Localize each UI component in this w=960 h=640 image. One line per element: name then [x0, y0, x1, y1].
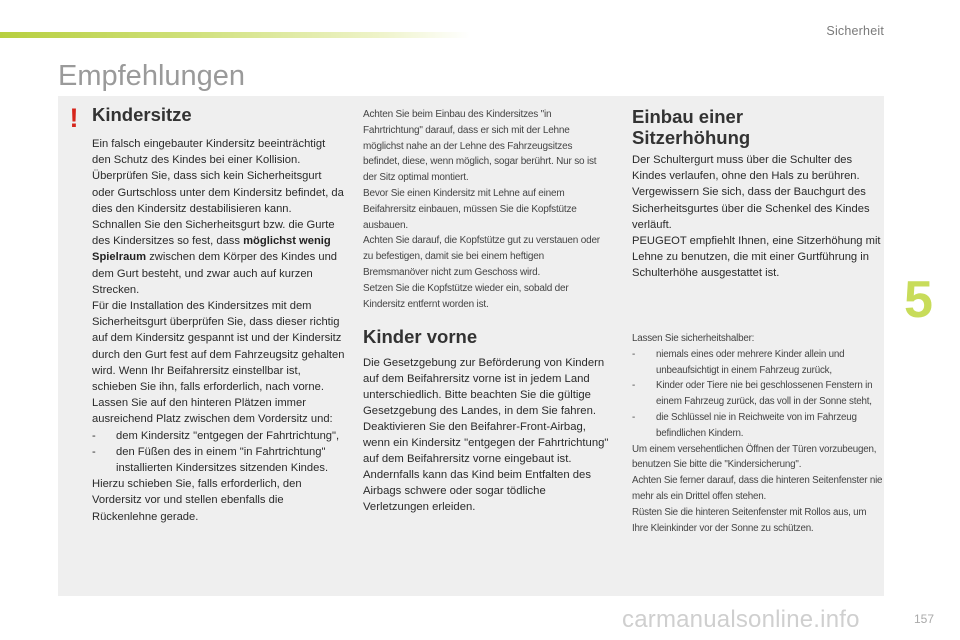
paragraph: Die Gesetzgebung zur Beförderung von Kindern auf dem Beifahrersitz vorne ist in jedem Land unterschiedlich. Bitte beachten Sie die gültige Gesetzgebung des Landes, in dem Sie fahren.	[363, 357, 605, 417]
list-item: - niemals eines oder mehrere Kinder allein und unbeaufsichtigt in einem Fahrzeug zurück,	[632, 348, 845, 376]
paragraph: Ein falsch eingebauter Kindersitz beeinträchtigt den Schutz des Kindes bei einer Kollision.	[92, 138, 326, 167]
paragraph: Um einem versehentlichen Öffnen der Türen vorzubeugen, benutzen Sie bitte die "Kindersicherung".	[632, 443, 877, 471]
paragraph: Überprüfen Sie, dass sich kein Sicherheitsgurt oder Gurtschloss unter dem Kindersitz befindet, da dies den Kindersitz destabilisieren kann.	[92, 170, 344, 215]
list-item: - den Füßen des in einem "in Fahrtrichtung" installierten Kindersitzes sitzenden Kindes.	[92, 445, 329, 475]
emphasis: möglichst wenig Spielraum	[92, 235, 331, 264]
paragraph: Achten Sie beim Einbau des Kindersitzes "in Fahrtrichtung" darauf, dass er sich mit der Lehne möglichst nahe an der Lehne des Fahrzeugsitzes befindet, diese, wenn möglich, sogar berührt. Nur so ist der Sitz optimal montiert.	[363, 109, 597, 184]
paragraph: Schnallen Sie den Sicherheitsgurt bzw. die Gurte des Kindersitzes so fest, dass möglichst wenig Spielraum zwischen dem Körper des Kindes und dem Gurt besteht, und zwar auch auf kurzen Strecken.	[92, 219, 338, 296]
paragraph: PEUGEOT empfiehlt Ihnen, eine Sitzerhöhung mit Lehne zu benutzen, die mit einer Gurtführung in Schulterhöhe ausgestattet ist.	[632, 235, 881, 280]
list-item: - die Schlüssel nie in Reichweite von im Fahrzeug befindlichen Kindern.	[632, 411, 857, 439]
paragraph: Setzen Sie die Kopfstütze wieder ein, sobald der Kindersitz entfernt worden ist.	[363, 282, 569, 310]
watermark: carmanualsonline.info	[622, 606, 860, 633]
kopfstuetze-text	[363, 107, 611, 312]
list-item: - dem Kindersitz "entgegen der Fahrtrichtung",	[92, 429, 340, 442]
heading-kinder-vorne: Kinder vorne	[363, 326, 478, 347]
page-number: 157	[914, 612, 935, 626]
kindersitze-text	[92, 136, 346, 525]
kinder-vorne-text	[363, 355, 613, 515]
heading-kindersitze: Kindersitze	[92, 104, 192, 125]
sicherheitshalber-text	[632, 331, 884, 536]
header-accent-bar	[0, 32, 470, 38]
paragraph: Für die Installation des Kindersitzes mit dem Sicherheitsgurt überprüfen Sie, dass dieser richtig auf dem Kindersitz gespannt ist und der Kindersitz durch den Gurt fest auf dem Fahrzeugsitz gehalten wird. Wenn Ihr Beifahrersitz einstellbar ist, schieben Sie ihn, falls erforderlich, nach vorne.	[92, 300, 345, 394]
paragraph: Lassen Sie sicherheitshalber:	[632, 333, 755, 344]
paragraph: Rüsten Sie die hinteren Seitenfenster mit Rollos aus, um Ihre Kleinkinder vor der Sonne zu schützen.	[632, 506, 867, 534]
paragraph: Deaktivieren Sie den Beifahrer-Front-Airbag, wenn ein Kindersitz "entgegen der Fahrtrichtung" auf dem Beifahrersitz vorne eingebaut ist. Andernfalls kann das Kind beim Entfalten des Airbags schwere oder sogar tödliche Verletzungen erleiden.	[363, 421, 609, 513]
paragraph: Vergewissern Sie sich, dass der Bauchgurt des Sicherheitsgurtes über die Schenkel des Kindes verläuft.	[632, 186, 870, 231]
section-label: Sicherheit	[826, 24, 884, 38]
paragraph: Der Schultergurt muss über die Schulter des Kindes verlaufen, ohne den Hals zu berühren.	[632, 154, 860, 183]
page-title: Empfehlungen	[58, 60, 246, 92]
paragraph: Achten Sie ferner darauf, dass die hinteren Seitenfenster nie mehr als ein Drittel offen stehen.	[632, 475, 883, 502]
paragraph: Lassen Sie auf den hinteren Plätzen immer ausreichend Platz zwischen dem Vordersitz und:	[92, 397, 333, 426]
exclamation-icon: !	[69, 103, 79, 133]
chapter-number: 5	[904, 271, 933, 329]
heading-sitzerhoehung: Einbau einer Sitzerhöhung	[632, 106, 751, 148]
sitzerhoehung-text	[632, 152, 882, 282]
paragraph: Bevor Sie einen Kindersitz mit Lehne auf einem Beifahrersitz einbauen, müssen Sie die Kopfstütze ausbauen.	[363, 187, 577, 231]
list-item: - Kinder oder Tiere nie bei geschlossenen Fenstern in einem Fahrzeug zurück, das voll in der Sonne steht,	[632, 380, 873, 408]
paragraph: Achten Sie darauf, die Kopfstütze gut zu verstauen oder zu befestigen, damit sie bei einem heftigen Bremsmanöver nicht zum Geschoss wird.	[363, 235, 600, 278]
paragraph: Hierzu schieben Sie, falls erforderlich, den Vordersitz vor und stellen ebenfalls die Rückenlehne gerade.	[92, 478, 302, 523]
